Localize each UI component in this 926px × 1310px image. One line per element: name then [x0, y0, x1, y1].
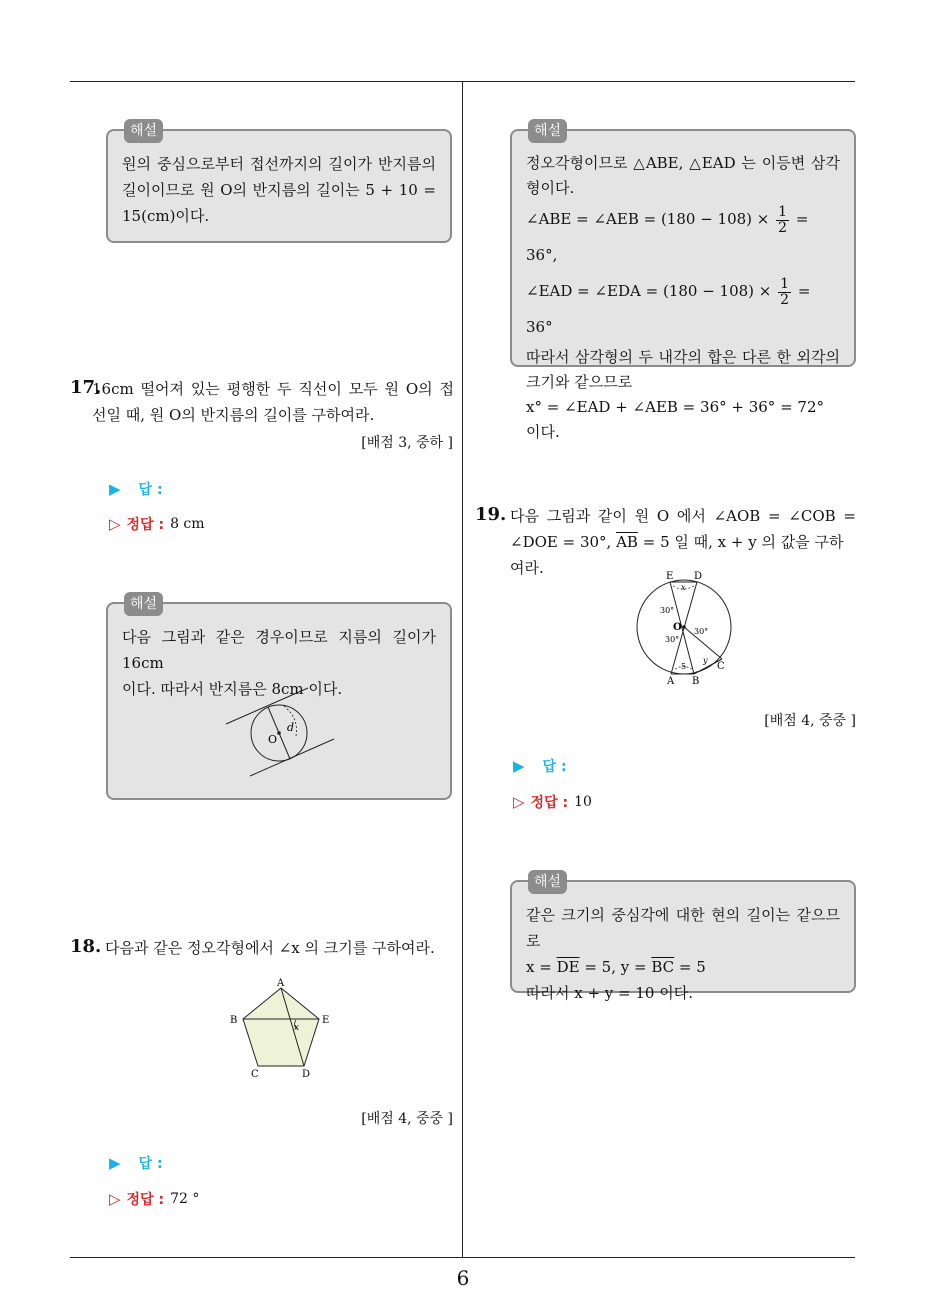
- explanation-text: 따라서 x + y = 10 이다.: [526, 984, 693, 1002]
- circle-chords-figure: [630, 568, 736, 688]
- answer-label: 답 :: [138, 482, 163, 498]
- explanation-text: 같은 크기의 중심각에 대한 현의 길이는 같으므로: [526, 906, 840, 950]
- answer-input-row[interactable]: [109, 1153, 163, 1173]
- equation-left: ∠ABE = ∠AEB = (180 − 108) ×: [526, 210, 770, 228]
- column-divider: [462, 82, 463, 1257]
- correct-answer-label: 정답 :: [530, 795, 569, 811]
- explanation-tag: 해설: [124, 592, 163, 616]
- score-label: [배점 4, 중중 ]: [361, 1111, 453, 1127]
- open-arrow-icon: ▷: [109, 515, 121, 533]
- explanation-text: $x = \overline{DE} = 5$, $y = \overline{BC} = 5$: [526, 958, 706, 976]
- question-number: 19.: [475, 504, 507, 525]
- question-line: 선일 때, 원 O의 반지름의 길이를 구하여라.: [92, 406, 375, 424]
- explanation-text: 다음 그림과 같은 경우이므로 지름의 길이가 16cm: [122, 628, 436, 672]
- explanation-text: 원의 중심으로부터 접선까지의 길이가 반지름의: [122, 155, 436, 173]
- correct-answer-row: [109, 514, 205, 534]
- equation-right: = 36°,: [526, 210, 809, 264]
- explanation-tag: 해설: [528, 870, 567, 894]
- answer-input-row[interactable]: [109, 479, 163, 499]
- fig-label-o: O: [268, 733, 278, 746]
- question-line: ∠DOE = 30°, $\overline{AB} = 5$ 일 때, x + y 의 값을 구하여라.: [510, 533, 844, 577]
- play-arrow-icon: ▶: [109, 1154, 121, 1172]
- fig-label-x: x: [681, 583, 686, 592]
- fig-label-a: A: [667, 676, 675, 687]
- fig-label-angle: 30°: [660, 606, 675, 615]
- answer-label: 답 :: [542, 759, 567, 775]
- open-arrow-icon: ▷: [513, 793, 525, 811]
- fig-label-angle: 30°: [665, 635, 680, 644]
- equation-left: ∠EAD = ∠EDA = (180 − 108) ×: [526, 282, 772, 300]
- explanation-text: 형이다.: [526, 179, 575, 197]
- fig-label-d: d: [287, 721, 295, 734]
- question-line: 다음 그림과 같이 원 O 에서 ∠AOB = ∠COB =: [510, 507, 856, 525]
- explanation-text: 따라서 삼각형의 두 내각의 합은 다른 한 외각의: [526, 348, 840, 366]
- explanation-text: x° = ∠EAD + ∠AEB = 36° + 36° = 72° 이다.: [526, 398, 824, 441]
- fig-label-x: x: [294, 1023, 300, 1033]
- open-arrow-icon: ▷: [109, 1190, 121, 1208]
- explanation-text: 이다. 따라서 반지름은 8cm 이다.: [122, 680, 343, 698]
- explanation-box-18: [510, 123, 856, 441]
- fig-label-b: B: [230, 1015, 238, 1026]
- explanation-box-16: [106, 123, 452, 243]
- explanation-box-19: [510, 874, 856, 1002]
- fig-label-d: D: [302, 1069, 311, 1080]
- correct-answer-row: [513, 792, 592, 812]
- explanation-text: 길이이므로 원 O의 반지름의 길이는 5 + 10 =: [122, 181, 436, 199]
- explanation-text: 15(cm)이다.: [122, 207, 210, 225]
- fig-label-d: D: [694, 571, 703, 582]
- question-number: 17.: [70, 377, 102, 398]
- fig-label-angle: 30°: [694, 627, 709, 636]
- equation-line: [526, 201, 840, 273]
- play-arrow-icon: ▶: [109, 480, 121, 498]
- score-label: [배점 3, 중하 ]: [361, 435, 453, 451]
- explanation-tag: 해설: [528, 119, 567, 143]
- explanation-tag: 해설: [124, 119, 163, 143]
- question-text: [92, 376, 454, 428]
- bottom-rule: [70, 1257, 855, 1258]
- score-label: [배점 4, 중중 ]: [764, 713, 856, 729]
- fig-label-c: C: [251, 1069, 259, 1080]
- explanation-text: 크기와 같으므로: [526, 373, 633, 391]
- question-text: 다음과 같은 정오각형에서 ∠x 의 크기를 구하여라.: [105, 939, 435, 957]
- fig-label-o: O: [673, 622, 682, 633]
- answer-label: 답 :: [138, 1156, 163, 1172]
- fig-label-c: C: [717, 661, 725, 672]
- fraction: $\frac{1}{2}$: [780, 275, 790, 308]
- play-arrow-icon: ▶: [513, 757, 525, 775]
- correct-answer-label: 정답 :: [126, 517, 165, 533]
- fig-label-a: A: [277, 978, 285, 989]
- fig-label-e: E: [322, 1015, 330, 1026]
- equation-right: = 36°: [526, 282, 811, 336]
- question-number: 18.: [70, 936, 102, 957]
- question-line: 16cm 떨어져 있는 평행한 두 직선이 모두 원 O의 접: [92, 380, 454, 398]
- explanation-text: 정오각형이므로 △ABE, △EAD 는 이등변 삼각: [526, 154, 840, 172]
- correct-answer-value: 72 °: [170, 1191, 200, 1207]
- correct-answer-label: 정답 :: [126, 1192, 165, 1208]
- correct-answer-value: 8 cm: [170, 516, 205, 532]
- fig-label-e: E: [666, 571, 674, 582]
- tangent-lines-circle-figure: [222, 684, 338, 780]
- page-number: 6: [456, 1266, 470, 1290]
- equation-line: [526, 273, 840, 345]
- pentagon-figure: [226, 978, 336, 1082]
- fig-label-five: 5: [681, 662, 687, 671]
- correct-answer-row: [109, 1189, 199, 1209]
- correct-answer-value: 10: [574, 794, 592, 810]
- fraction: $\frac{1}{2}$: [778, 203, 788, 236]
- answer-input-row[interactable]: [513, 756, 567, 776]
- fig-label-y: y: [703, 656, 708, 665]
- fig-label-b: B: [692, 676, 700, 687]
